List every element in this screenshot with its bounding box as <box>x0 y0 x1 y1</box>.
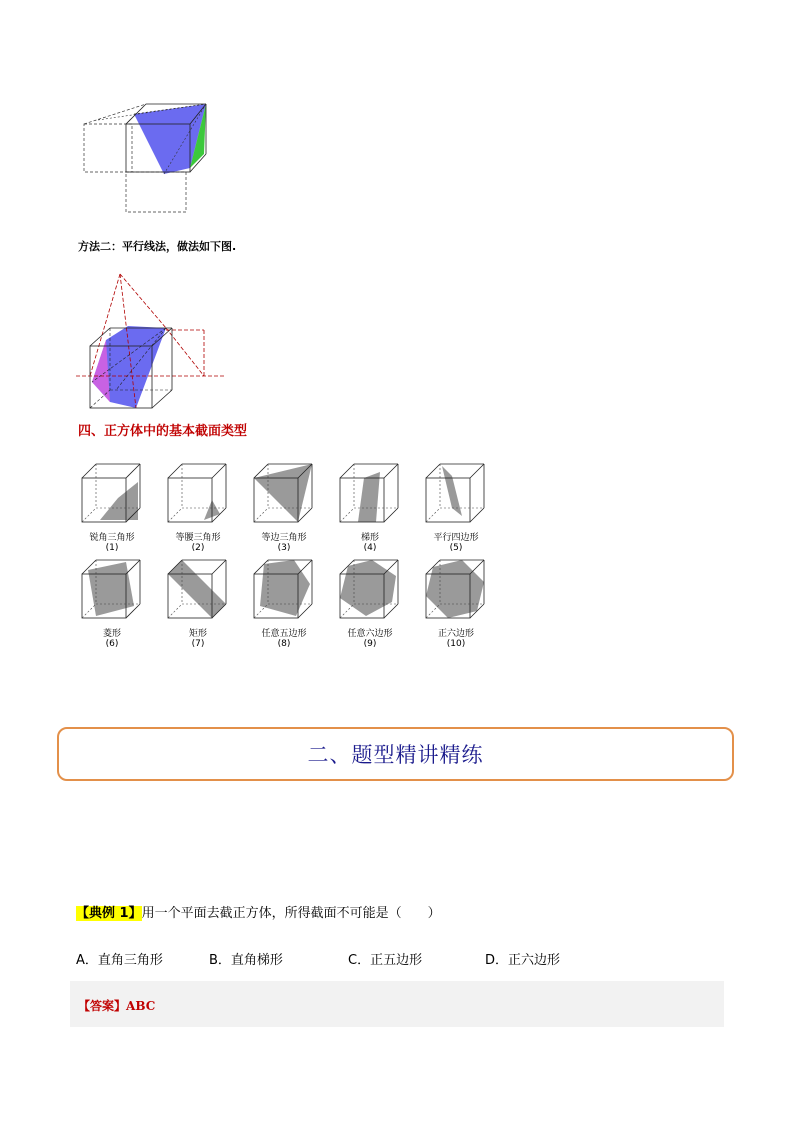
cube-section-figure-2 <box>76 268 232 416</box>
cube-type-number: (7) <box>191 639 205 649</box>
answer-box <box>70 981 724 1027</box>
section-four-heading: 四、正方体中的基本截面类型 <box>78 424 248 439</box>
cube-type-1 <box>72 462 152 552</box>
option-b: B．直角梯形 <box>209 953 283 968</box>
cube-type-label: 正六边形 <box>437 629 474 639</box>
cube-type-9 <box>330 558 410 648</box>
cube-type-label: 任意五边形 <box>261 629 307 639</box>
answer-value: ABC <box>126 999 156 1013</box>
cube-type-2 <box>158 462 238 552</box>
cube-type-6 <box>72 558 152 648</box>
cube-type-4 <box>330 462 410 552</box>
option-c: C．正五边形 <box>348 953 423 968</box>
option-a: A．直角三角形 <box>76 953 163 968</box>
cube-type-label: 锐角三角形 <box>89 533 135 543</box>
example-question <box>76 902 441 921</box>
cube-type-number: (10) <box>446 639 466 649</box>
cube-type-3 <box>244 462 324 552</box>
example-question-text: 用一个平面去截正方体，所得截面不可能是（ ） <box>141 906 441 921</box>
cube-type-label: 菱形 <box>102 629 121 639</box>
cube-type-label: 等边三角形 <box>261 533 307 543</box>
cube-section-figure-1 <box>78 96 218 216</box>
cube-type-number: (3) <box>277 543 291 553</box>
method-two-text <box>78 238 236 254</box>
section-title: 二、题型精讲精练 <box>307 743 484 767</box>
answer-label: 【答案】 <box>78 999 127 1013</box>
cube-type-label: 梯形 <box>360 533 379 543</box>
cube-type-10 <box>416 558 496 648</box>
option-d: D．正六边形 <box>485 953 561 968</box>
cube-type-number: (6) <box>105 639 119 649</box>
cube-section-types-grid <box>72 462 482 652</box>
answer-text <box>78 997 155 1014</box>
example-tag: 【典例 1】 <box>76 906 142 921</box>
cube-type-number: (5) <box>449 543 463 553</box>
cube-type-label: 等腰三角形 <box>175 533 221 543</box>
cube-type-8 <box>244 558 324 648</box>
cube-type-label: 矩形 <box>188 629 207 639</box>
method-two-label: 方法二：平行线法，做法如下图. <box>78 240 237 253</box>
cube-type-number: (1) <box>105 543 119 553</box>
cube-type-5 <box>416 462 496 552</box>
cube-type-label: 任意六边形 <box>347 629 393 639</box>
section-banner <box>57 727 734 781</box>
cube-type-number: (9) <box>363 639 377 649</box>
cube-type-label: 平行四边形 <box>433 533 479 543</box>
cube-type-number: (4) <box>363 543 377 553</box>
cube-type-number: (2) <box>191 543 205 553</box>
cube-type-number: (8) <box>277 639 291 649</box>
cube-type-7 <box>158 558 238 648</box>
